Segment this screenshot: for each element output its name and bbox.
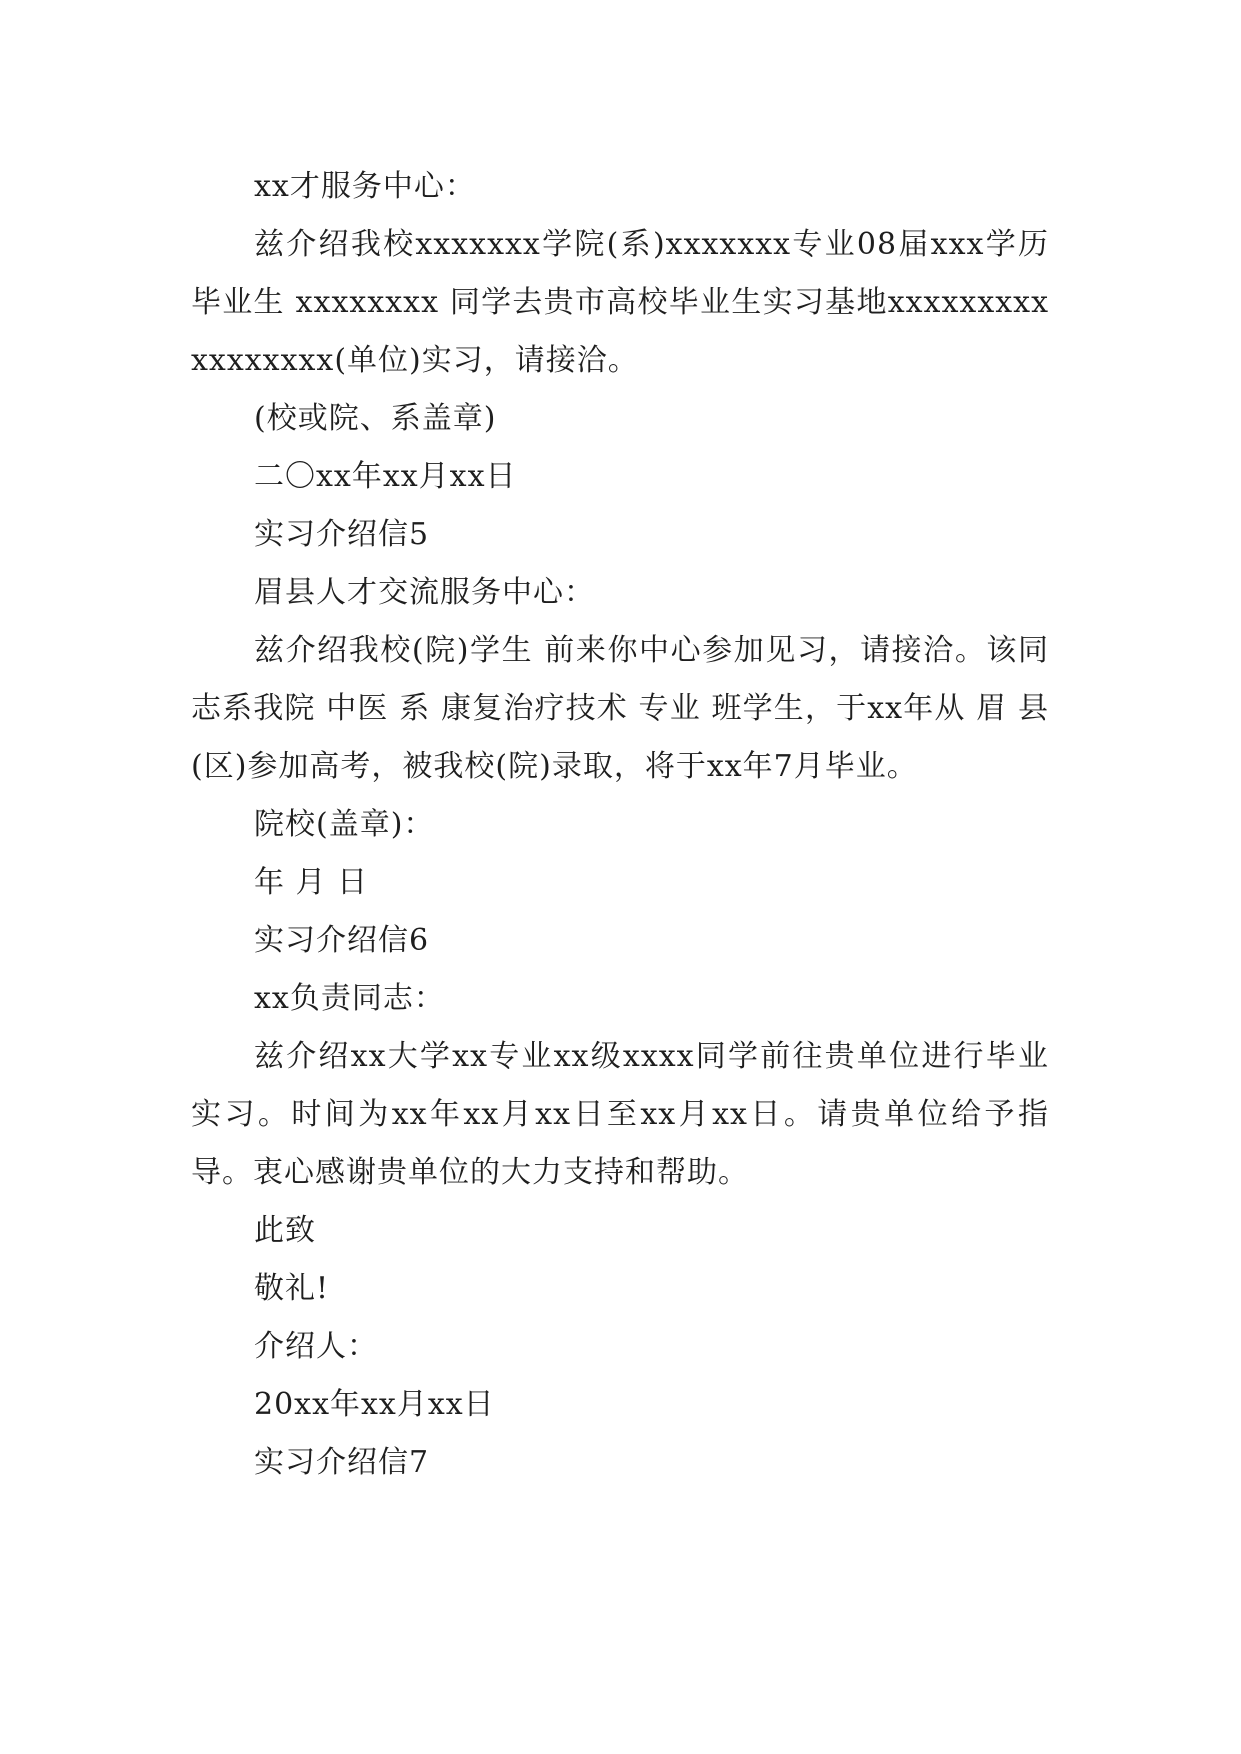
closing-phrase: 此致 bbox=[254, 1213, 316, 1248]
salutation-responsible-comrade: xx负责同志： bbox=[254, 981, 445, 1016]
section-heading-letter-5: 实习介绍信5 bbox=[254, 517, 430, 552]
section-heading-letter-6: 实习介绍信6 bbox=[254, 923, 430, 958]
salutation-talent-center: xx才服务中心： bbox=[254, 169, 476, 204]
closing-salute: 敬礼! bbox=[254, 1271, 330, 1306]
introducer-label: 介绍人： bbox=[254, 1329, 378, 1364]
seal-note: (校或院、系盖章) bbox=[254, 401, 497, 436]
letter-body-paragraph: 兹介绍我校xxxxxxx学院(系)xxxxxxx专业08届xxx学历毕业生 xxxxxxxx 同学去贵市高校毕业生实习基地xxxxxxxxxxxxxxxxx(单位)实习，请接洽。 bbox=[191, 227, 1049, 378]
date-line: 二〇xx年xx月xx日 bbox=[254, 459, 517, 494]
section-heading-letter-7: 实习介绍信7 bbox=[254, 1445, 430, 1480]
letter-body-paragraph: 兹介绍xx大学xx专业xx级xxxx同学前往贵单位进行毕业实习。时间为xx年xx月xx日至xx月xx日。请贵单位给予指导。衷心感谢贵单位的大力支持和帮助。 bbox=[191, 1039, 1049, 1190]
date-line: 年 月 日 bbox=[254, 865, 369, 900]
document-body bbox=[191, 158, 1049, 1492]
date-line: 20xx年xx月xx日 bbox=[254, 1387, 495, 1422]
seal-note: 院校(盖章)： bbox=[254, 807, 435, 842]
salutation-meixian-center: 眉县人才交流服务中心： bbox=[254, 575, 595, 610]
letter-body-paragraph: 兹介绍我校(院)学生 前来你中心参加见习，请接洽。该同志系我院 中医 系 康复治疗技术 专业 班学生，于xx年从 眉 县(区)参加高考，被我校(院)录取，将于xx年7月毕业。 bbox=[191, 633, 1049, 784]
